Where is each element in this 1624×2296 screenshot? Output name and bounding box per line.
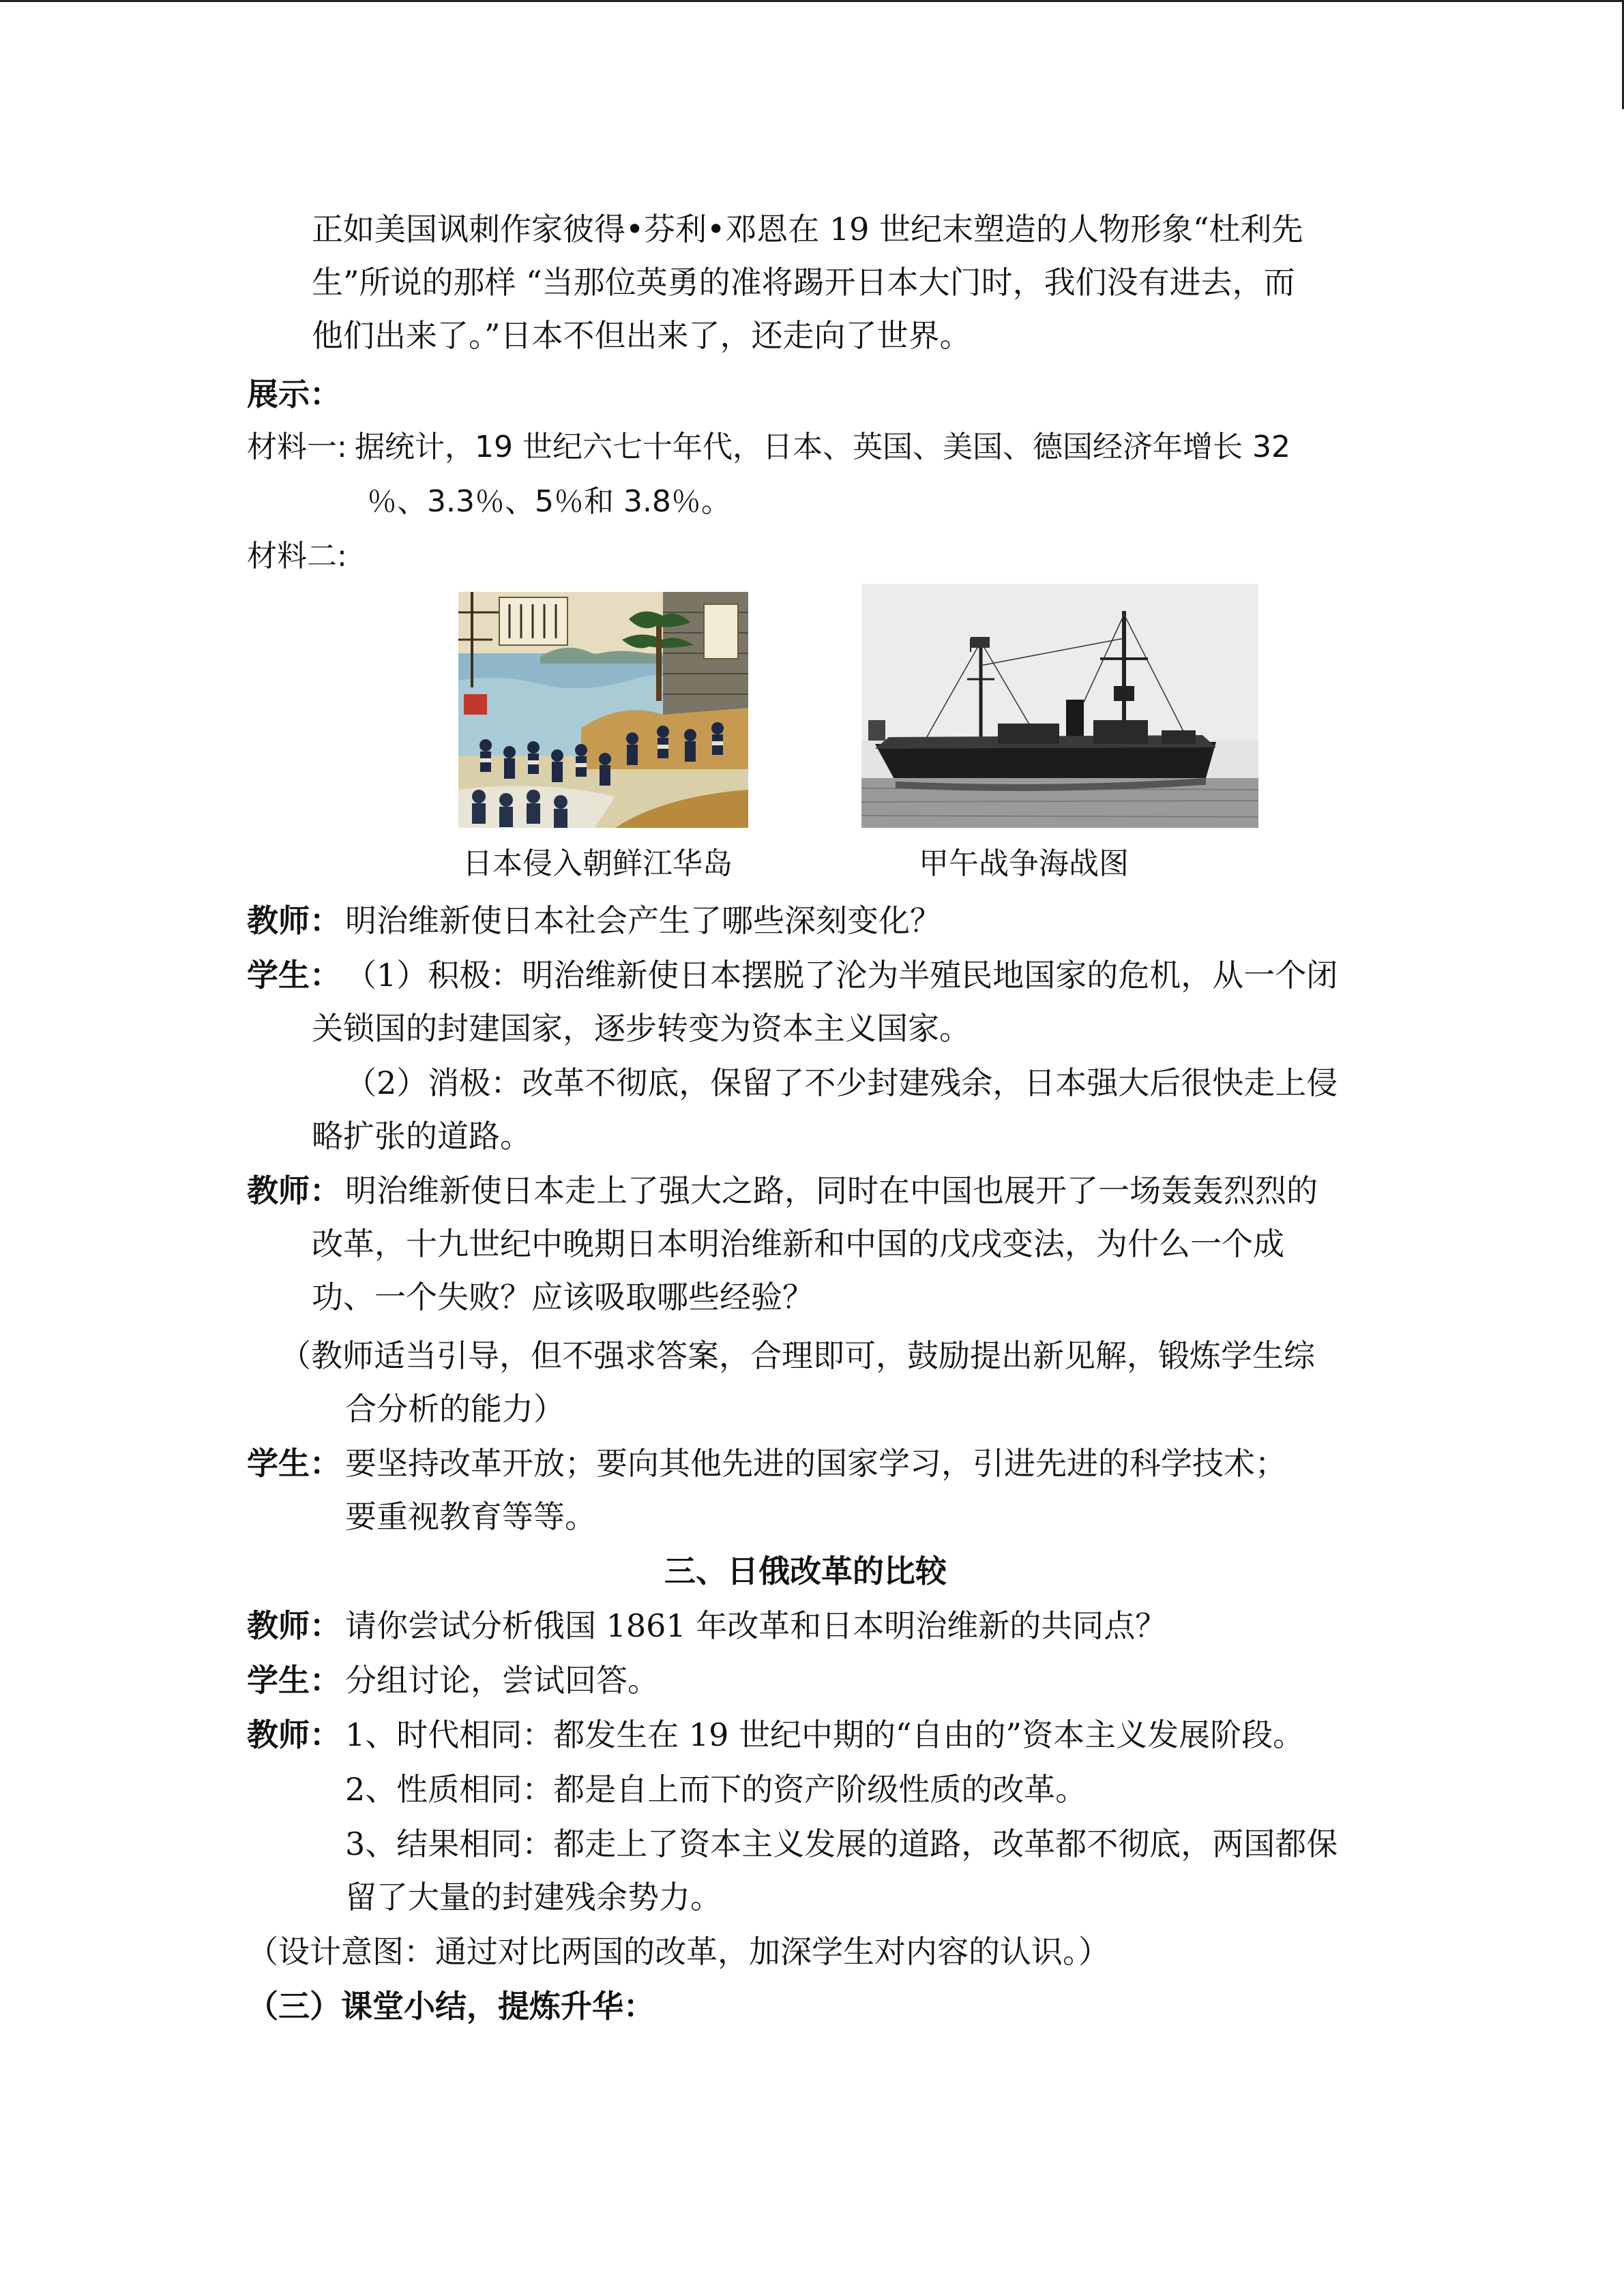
teacher-label-4: 教师：: [247, 1716, 341, 1753]
caption-ganghwa: 日本侵入朝鲜江华岛: [462, 846, 733, 881]
show-label: 展示：: [247, 376, 341, 413]
student-text-2-line-2: 要重视教育等等。: [345, 1498, 596, 1535]
teacher-text-2-line-3: 功、一个失败？应该吸取哪些经验？: [312, 1279, 814, 1315]
teacher-label-2: 教师：: [247, 1172, 341, 1209]
student-answer-2-line-2: 略扩张的道路。: [312, 1118, 531, 1154]
intro-line-2: 生”所说的那样 “当那位英勇的准将踢开日本大门时，我们没有进去，而: [312, 264, 1295, 301]
student-label-1: 学生：: [247, 957, 341, 994]
teacher-text-2-line-1: 明治维新使日本走上了强大之路，同时在中国也展开了一场轰轰烈烈的: [345, 1172, 1318, 1209]
intro-line-3: 他们出来了。”日本不但出来了，还走向了世界。: [312, 317, 971, 354]
point-1: 1、时代相同：都发生在 19 世纪中期的“自由的”资本主义发展阶段。: [345, 1716, 1305, 1753]
student-answer-1-line-2: 关锁国的封建国家，逐步转变为资本主义国家。: [312, 1010, 971, 1047]
page-top-border: [0, 0, 1624, 2]
student-label-3: 学生：: [247, 1662, 341, 1699]
teacher-label-1: 教师：: [247, 902, 341, 939]
point-2: 2、性质相同：都是自上而下的资产阶级性质的改革。: [345, 1771, 1087, 1808]
class-summary-heading: （三）课堂小结，提炼升华：: [247, 1988, 655, 2025]
material2-label: 材料二:: [247, 539, 347, 573]
teacher-question-3: 请你尝试分析俄国 1861 年改革和日本明治维新的共同点？: [345, 1607, 1167, 1644]
naval-battle-image: [861, 584, 1258, 828]
teacher-label-3: 教师：: [247, 1607, 341, 1644]
caption-naval-battle: 甲午战争海战图: [919, 846, 1129, 881]
material1-line-2: ％、3.3％、5％和 3.8％。: [367, 484, 731, 519]
ganghwa-illustration: [458, 592, 748, 828]
teacher-text-2-line-2: 改革，十九世纪中晚期日本明治维新和中国的戊戌变法，为什么一个成: [312, 1225, 1284, 1262]
teacher-question-1: 明治维新使日本社会产生了哪些深刻变化？: [345, 902, 941, 939]
design-intent: （设计意图：通过对比两国的改革，加深学生对内容的认识。）: [247, 1933, 1110, 1970]
ganghwa-island-image: [458, 592, 748, 828]
student-label-2: 学生：: [247, 1445, 341, 1482]
student-answer-1-line-1: （1）积极：明治维新使日本摆脱了沦为半殖民地国家的危机，从一个闭: [345, 957, 1338, 994]
warship-photo: [861, 584, 1258, 828]
intro-line-1: 正如美国讽刺作家彼得•芬利•邓恩在 19 世纪末塑造的人物形象“杜利先: [312, 211, 1303, 248]
material1-label: 材料一:: [247, 430, 347, 464]
teacher-note-line-1: （教师适当引导，但不强求答案，合理即可，鼓励提出新见解，锻炼学生综: [280, 1337, 1315, 1374]
teacher-note-line-2: 合分析的能力）: [345, 1390, 565, 1427]
student-answer-3: 分组讨论，尝试回答。: [345, 1662, 659, 1699]
section3-heading: 三、日俄改革的比较: [664, 1553, 947, 1590]
point-3-line-2: 留了大量的封建残余势力。: [345, 1879, 722, 1915]
student-text-2-line-1: 要坚持改革开放；要向其他先进的国家学习，引进先进的科学技术；: [345, 1445, 1286, 1482]
point-3-line-1: 3、结果相同：都走上了资本主义发展的道路，改革都不彻底，两国都保: [345, 1825, 1338, 1862]
material1-line-1: 据统计，19 世纪六七十年代，日本、英国、美国、德国经济年增长 32: [355, 430, 1290, 464]
student-answer-2-line-1: （2）消极：改革不彻底，保留了不少封建残余，日本强大后很快走上侵: [345, 1064, 1338, 1101]
